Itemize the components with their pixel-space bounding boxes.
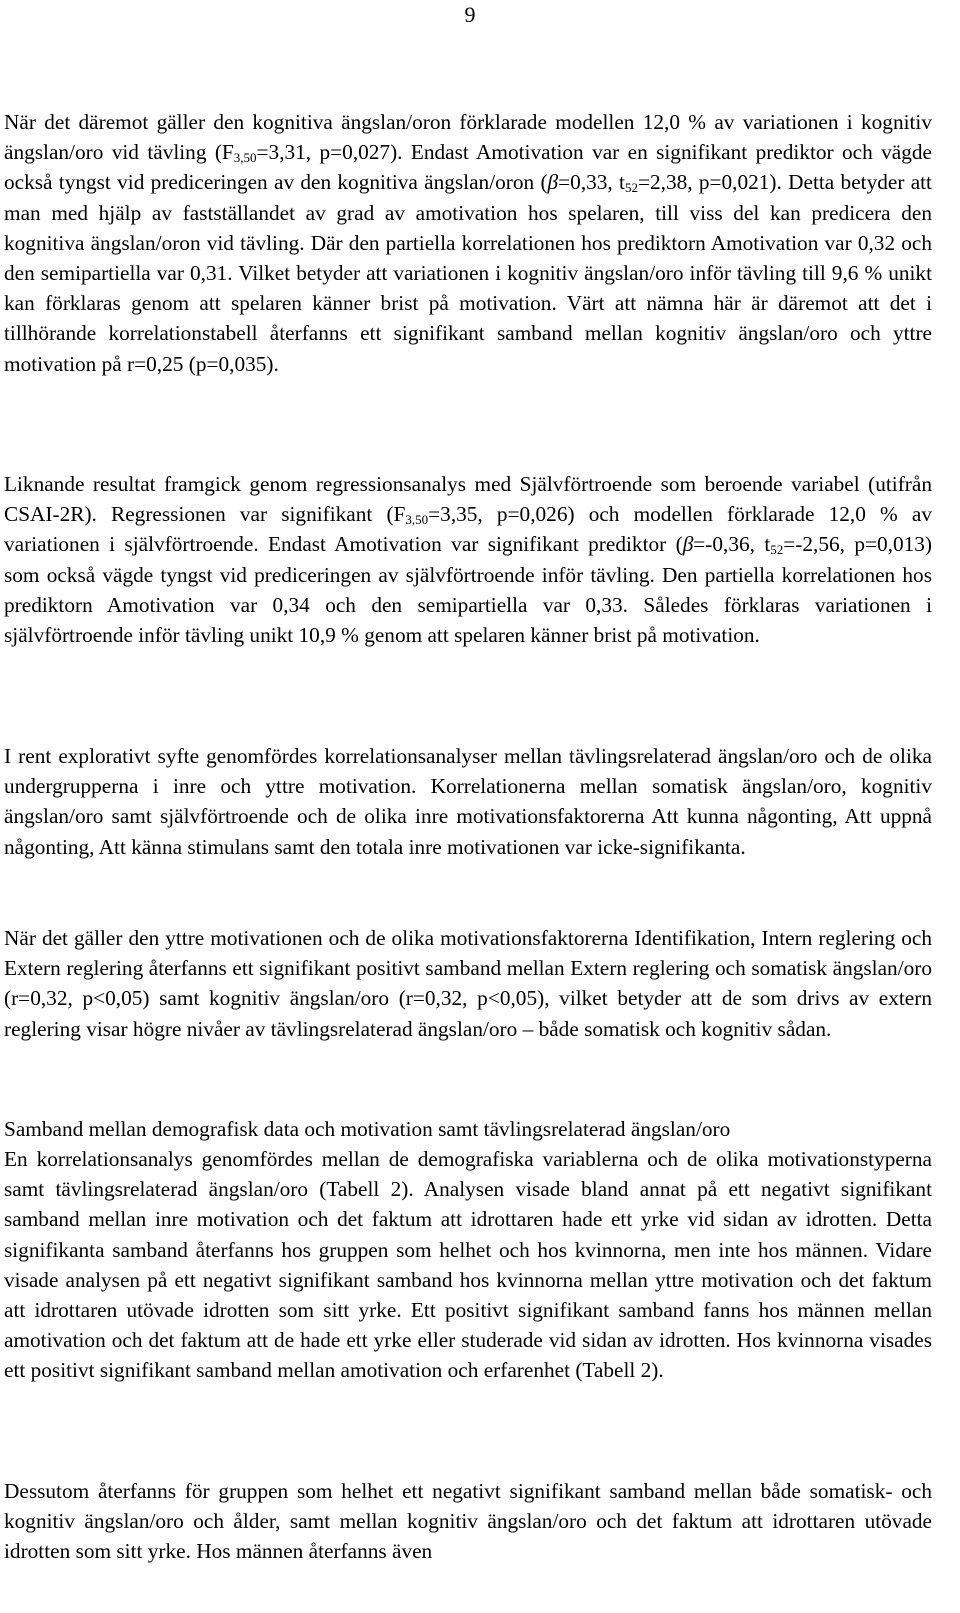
paragraph-age-correlation: Dessutom återfanns för gruppen som helhet ett negativt signifikant samband mellan både somatisk- och kognitiv ängslan/oro och ålder, samt mellan kognitiv ängslan/oro och det faktum att idrottaren utövade idrotten som sitt yrke. Hos männen återfanns även [4, 1479, 932, 1564]
paragraph-explorative-analysis: I rent explorativt syfte genomfördes korrelationsanalyser mellan tävlingsrelaterad ängslan/oro och de olika undergrupperna i inre och yttre motivation. Korrelationerna mellan somatisk ängslan/oro, kognitiv ängslan/oro samt självförtroende och de olika inre motivationsfaktorerna Att kunna någonting, Att uppnå någonting, Att känna stimulans samt den totala inre motivationen var icke-signifikanta. [4, 744, 932, 859]
section-heading: Samband mellan demografisk data och motivation samt tävlingsrelaterad ängslan/oro [4, 1117, 731, 1141]
paragraph-demographic-correlation: En korrelationsanalys genomfördes mellan de demografiska variablerna och de olika motivationstyperna samt tävlingsrelaterad ängslan/oro (Tabell 2). Analysen visade bland annat på ett negativt signifikant samband mellan inre motivation och det faktum att idrottaren hade ett yrke vid sidan av idrotten. Detta signifikanta samband återfanns hos gruppen som helhet och hos kvinnorna, men inte hos männen. Vidare visade analysen på ett negativt signifikant samband hos kvinnorna mellan yttre motivation och det faktum att idrottaren utövade idrotten som sitt yrke. Ett positivt signifikant samband fanns hos männen mellan amotivation och det faktum att de hade ett yrke eller studerade vid sidan av idrotten. Hos kvinnorna visades ett positivt signifikant samband mellan amotivation och erfarenhet (Tabell 2). [4, 1147, 932, 1383]
paragraph-self-confidence: Liknande resultat framgick genom regressionsanalys med Självförtroende som beroende variabel (utifrån CSAI-2R). Regressionen var signifikant ($F_{3,50}=3,35$, p=0,026) och modellen förklarade 12,0 % av variationen i självförtroende. Endast Amotivation var signifikant prediktor (β=-0,36, $t_{52}=-2,56$, p=0,013) som också vägde tyngst vid prediceringen av självförtroende inför tävling. Den partiella korrelationen hos prediktorn Amotivation var 0,34 och den semipartiella var 0,33. Således förklaras variationen i självförtroende inför tävling unikt 10,9 % genom att spelaren känner brist på motivation. [4, 472, 932, 648]
page-number: 9 [464, 2, 476, 27]
paragraph-cognitive-anxiety: När det däremot gäller den kognitiva ängslan/oron förklarade modellen 12,0 % av variationen i kognitiv ängslan/oro vid tävling ($F_{3,50}=3,31$, p=0,027). Endast Amotivation var en signifikant prediktor och vägde också tyngst vid prediceringen av den kognitiva ängslan/oron (β=0,33, $t_{52}=2,38$, p=0,021). Detta betyder att man med hjälp av fastställandet av grad av amotivation hos spelaren, till viss del kan predicera den kognitiva ängslan/oron vid tävling. Där den partiella korrelationen hos prediktorn Amotivation var 0,32 och den semipartiella var 0,31. Vilket betyder att variationen i kognitiv ängslan/oro inför tävling till 9,6 % unikt kan förklaras genom att spelaren känner brist på motivation. Värt att nämna här är däremot att det i tillhörande korrelationstabell återfanns ett signifikant samband mellan kognitiv ängslan/oro och yttre motivation på r=0,25 (p=0,035). [4, 110, 932, 376]
paragraph-external-motivation: När det gäller den yttre motivationen och de olika motivationsfaktorerna Identifikation, Intern reglering och Extern reglering återfanns ett signifikant positivt samband mellan Extern reglering och somatisk ängslan/oro (r=0,32, p<0,05) samt kognitiv ängslan/oro (r=0,32, p<0,05), vilket betyder att de som drivs av extern reglering visar högre nivåer av tävlingsrelaterad ängslan/oro – både somatisk och kognitiv sådan. [4, 926, 932, 1041]
